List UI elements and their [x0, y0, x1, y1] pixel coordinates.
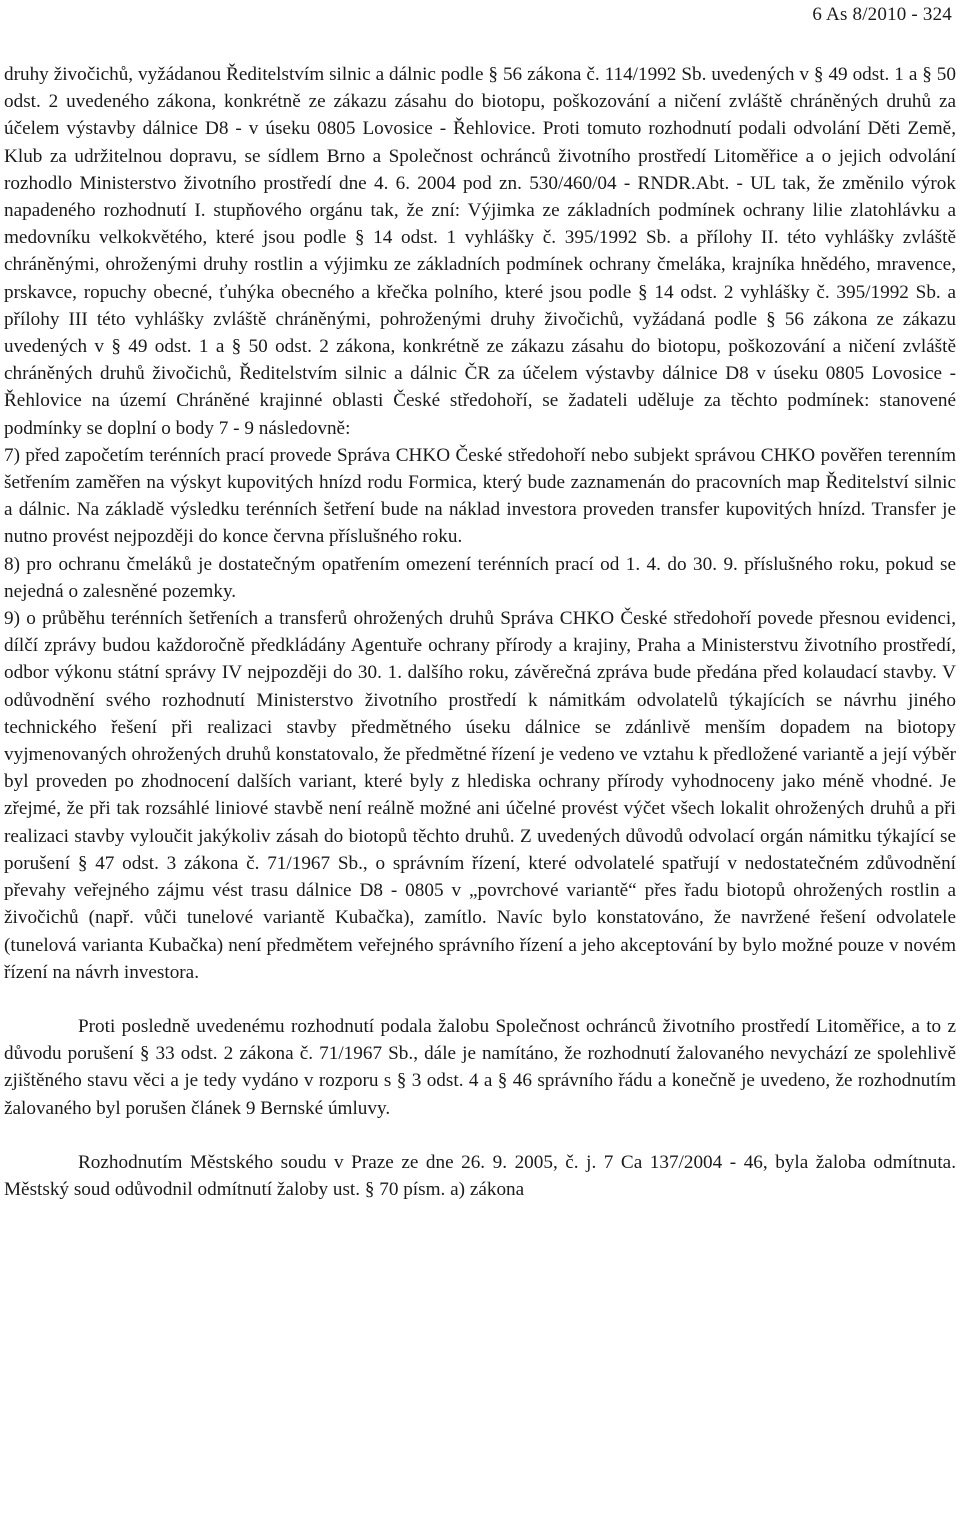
paragraph-decision-summary: druhy živočichů, vyžádanou Ředitelstvím silnic a dálnic podle § 56 zákona č. 114/1992 Sb. uvedených v § 49 odst. 1 a § 50 odst. 2 uvedeného zákona, konkrétně ze zákazu zásahu do biotopu, poškozování a ničení zvláště chráněných druhů za účelem výstavby dálnice D8 - v úseku 0805 Lovosice - Řehlovice. Proti tomuto rozhodnutí podali odvolání Děti Země, Klub za udržitelnou dopravu, se sídlem Brno a Společnost ochránců životního prostředí Litoměřice a o jejich odvolání rozhodlo Ministerstvo životního prostředí dne 4. 6. 2004 pod zn. 530/460/04 - RNDR.Abt. - UL tak, že změnilo výrok napadeného rozhodnutí I. stupňového orgánu tak, že zní: Výjimka ze základních podmínek ochrany lilie zlatohlávku a medovníku velkokvětého, které jsou podle § 14 odst. 1 vyhlášky č. 395/1992 Sb. a přílohy II. této vyhlášky zvláště chráněnými, ohroženými druhy rostlin a výjimku ze základních podmínek ochrany čmeláka, krajníka hnědého, mravence, prskavce, ropuchy obecné, ťuhýka obecného a křečka polního, které jsou podle § 14 odst. 2 vyhlášky č. 395/1992 Sb. a přílohy III této vyhlášky zvláště chráněnými, pohroženými druhy živočichů, vyžádaná podle § 56 zákona ze zákazu uvedených v § 49 odst. 1 a § 50 odst. 2 zákona, konkrétně ze zákazu zásahu do biotopu, poškozování a ničení zvláště chráněných druhů živočichů, Ředitelstvím silnic a dálnic ČR za účelem výstavby dálnice D8 v úseku 0805 Lovosice - Řehlovice na území Chráněné krajinné oblasti České středohoří, se žadateli uděluje za těchto podmínek: stanovené podmínky se doplní o body 7 - 9 následovně: [4, 64, 956, 439]
case-number: 6 As 8/2010 - 324 [812, 4, 952, 25]
paragraph-condition-9: 9) o průběhu terénních šetřeních a transferů ohrožených druhů Správa CHKO České středohoří povede přesnou evidenci, dílčí zprávy budou každoročně předkládány Agentuře ochrany přírody a krajiny, Praha a Ministerstvu životního prostředí, odbor výkonu státní správy IV nejpozději do 30. 1. dalšího roku, závěrečná zpráva bude předána před kolaudací stavby. V odůvodnění svého rozhodnutí Ministerstvo životního prostředí k námitkám odvolatelů týkajících se návrhu jiného technického řešení při realizaci stavby předmětného úseku dálnice se zdánlivě menším dopadem na biotopy vyjmenovaných ohrožených druhů konstatovalo, že předmětné řízení je vedeno ve vztahu k předložené variantě a její výběr byl proveden po zhodnocení dalších variant, které byly z hlediska ochrany přírody vyhodnoceny jako méně vhodné. Je zřejmé, že při tak rozsáhlé liniové stavbě není reálně možné ani účelné provést výčet všech lokalit ohrožených druhů a při realizaci stavby vyloučit jakýkoliv zásah do biotopů těchto druhů. Z uvedených důvodů odvolací orgán námitku týkající se porušení § 47 odst. 3 zákona č. 71/1967 Sb., o správním řízení, které odvolatelé spatřují v nedostatečném zdůvodnění převahy veřejného zájmu vést trasu dálnice D8 - 0805 v „povrchové variantě“ přes řadu biotopů ohrožených rostlin a živočichů (např. vůči tunelové variantě Kubačka), zamítlo. Navíc bylo konstatováno, že navržené řešení odvolatele (tunelová varianta Kubačka) není předmětem veřejného správního řízení a jeho akceptování by bylo možné pouze v novém řízení na návrh investora. [4, 608, 956, 983]
paragraph-condition-8: 8) pro ochranu čmeláků je dostatečným opatřením omezení terénních prací od 1. 4. do 30. 9. příslušného roku, pokud se nejedná o zalesněné pozemky. [4, 553, 956, 602]
paragraph-lawsuit: Proti posledně uvedenému rozhodnutí podala žalobu Společnost ochránců životního prostředí Litoměřice, a to z důvodu porušení § 33 odst. 2 zákona č. 71/1967 Sb., dále je namítáno, že rozhodnutí žalovaného nevychází ze spolehlivě zjištěného stavu věci a je tedy vydáno v rozporu s § 3 odst. 4 a § 46 správního řádu a konečně je uvedeno, že rozhodnutím žalovaného byl porušen článek 9 Bernské úmluvy. [4, 1015, 956, 1119]
paragraph-gap [4, 986, 956, 1013]
paragraph-condition-7: 7) před započetím terénních prací provede Správa CHKO České středohoří nebo subjekt správou CHKO pověřen terenním šetřením zaměřen na výskyt kupovitých hnízd rodu Formica, který bude zaznamenán do pracovních map Ředitelství silnic a dálnic. Na základě výsledku terénních šetření bude na náklad investora proveden transfer kupovitých hnízd. Transfer je nutno provést nejpozději do konce června příslušného roku. [4, 444, 956, 548]
paragraph-court-ruling: Rozhodnutím Městského soudu v Praze ze dne 26. 9. 2005, č. j. 7 Ca 137/2004 - 46, byla žaloba odmítnuta. Městský soud odůvodnil odmítnutí žaloby ust. § 70 písm. a) zákona [4, 1151, 956, 1200]
document-body [4, 61, 956, 1203]
paragraph-gap [4, 1122, 956, 1149]
